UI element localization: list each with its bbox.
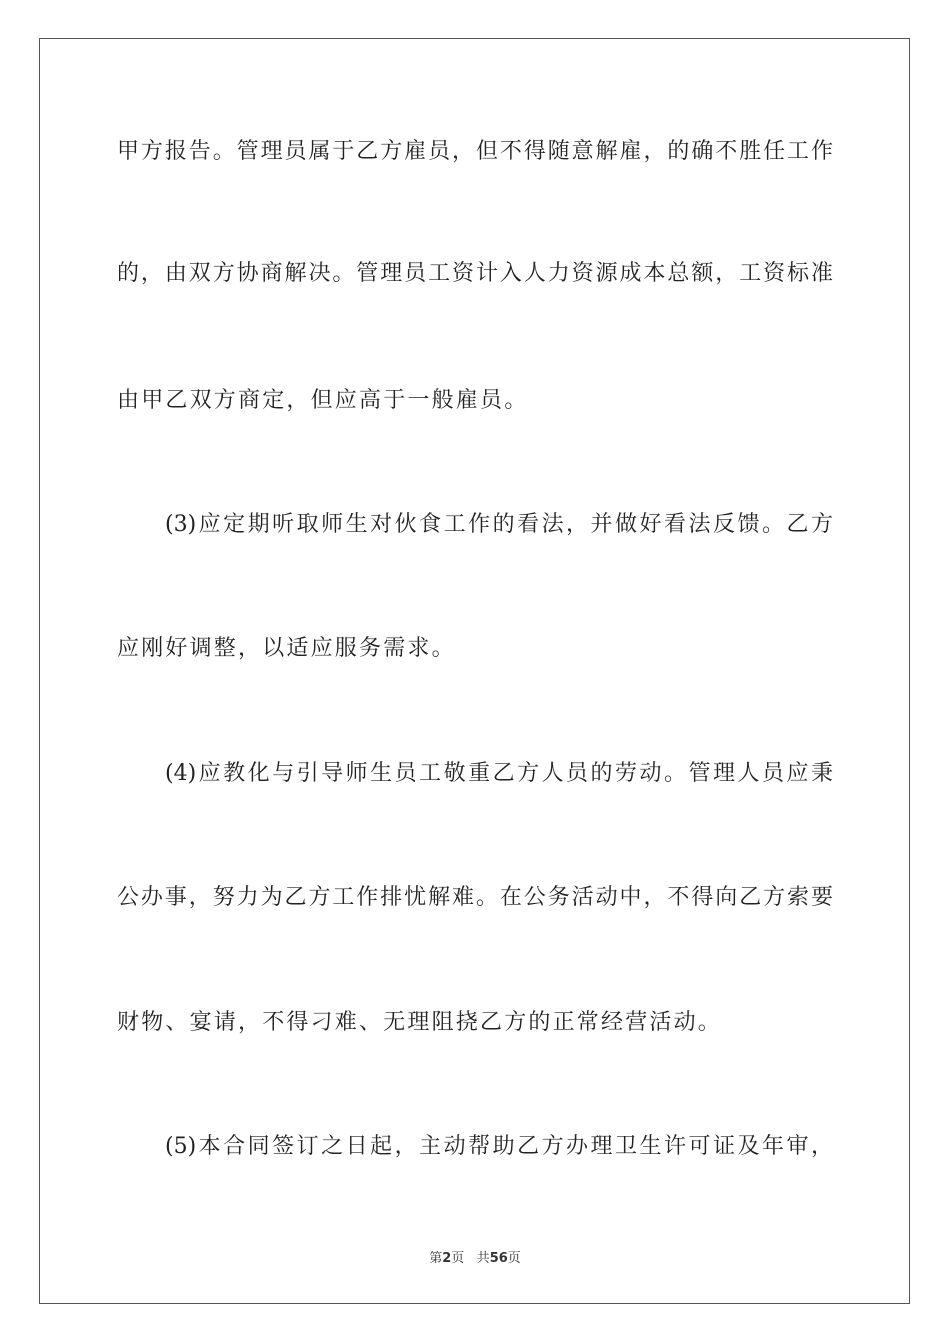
body-line-4: (3)应定期听取师生对伙食工作的看法，并做好看法反馈。乙方	[165, 512, 833, 537]
footer-total-prefix: 共	[476, 1251, 490, 1266]
body-line-1: 甲方报告。管理员属于乙方雇员，但不得随意解雇，的确不胜任工作	[117, 139, 833, 164]
body-line-5: 应刚好调整，以适应服务需求。	[117, 636, 456, 661]
body-line-2: 的，由双方协商解决。管理员工资计入人力资源成本总额，工资标准	[117, 261, 833, 286]
body-line-9: (5)本合同签订之日起，主动帮助乙方办理卫生许可证及年审，	[165, 1134, 833, 1159]
footer-page-suffix: 页	[451, 1251, 465, 1266]
footer-page-prefix: 第	[429, 1251, 443, 1266]
page-footer	[0, 1247, 950, 1266]
page-frame	[39, 38, 910, 1304]
body-line-7: 公办事，努力为乙方工作排忧解难。在公务活动中，不得向乙方索要	[117, 885, 833, 910]
footer-total-suffix: 页	[507, 1251, 521, 1266]
footer-total-pages: 56	[489, 1251, 508, 1266]
body-line-3: 由甲乙双方商定，但应高于一般雇员。	[117, 388, 529, 413]
body-line-6: (4)应教化与引导师生员工敬重乙方人员的劳动。管理人员应秉	[165, 761, 833, 786]
body-line-8: 财物、宴请，不得刁难、无理阻挠乙方的正常经营活动。	[117, 1010, 723, 1035]
footer-page-number: 2	[442, 1251, 452, 1266]
